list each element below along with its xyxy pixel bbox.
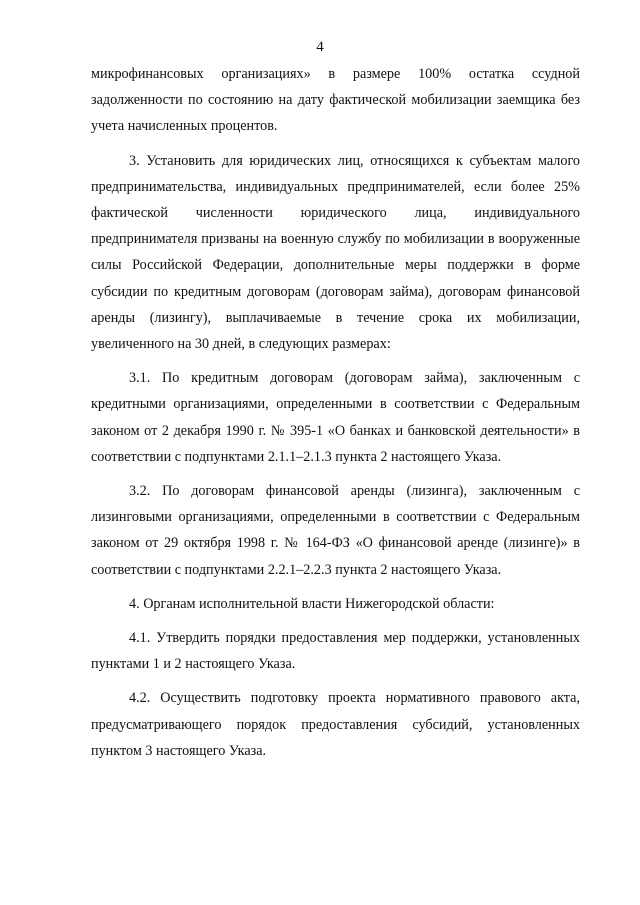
paragraph-item-4-1: 4.1. Утвердить порядки предоставления мер поддержки, установленных пунктами 1 и 2 настоящего Указа. [91,630,580,673]
document-body [91,61,580,764]
page-number: 4 [316,39,324,55]
paragraph-item-3-2: 3.2. По договорам финансовой аренды (лизинга), заключенным с лизинговыми организациями, определенными в соответствии с Федеральным законом от 29 октября 1998 г. № 164-ФЗ «О финансовой аренде (лизинге)» в соответствии с подпунктами 2.2.1–2.2.3 пункта 2 настоящего Указа. [91,483,580,578]
paragraph-item-3-1: 3.1. По кредитным договорам (договорам займа), заключенным с кредитными организациями, определенными в соответствии с Федеральным законом от 2 декабря 1990 г. № 395-1 «О банках и банковской деятельности» в соответствии с подпунктами 2.1.1–2.1.3 пункта 2 настоящего Указа. [91,370,580,465]
paragraph-continuation: микрофинансовых организациях» в размере 100% остатка ссудной задолженности по состоянию на дату фактической мобилизации заемщика без учета начисленных процентов. [91,66,580,135]
paragraph-item-3: 3. Установить для юридических лиц, относящихся к субъектам малого предпринимательства, индивидуальных предпринимателей, если более 25% фактической численности юридического лица, индивидуального предпринимателя призваны на военную службу по мобилизации в вооруженные силы Российской Федерации, дополнительные меры поддержки в форме субсидии по кредитным договорам (договорам займа), договорам финансовой аренды (лизингу), выплачиваемые в течение срока их мобилизации, увеличенного на 30 дней, в следующих размерах: [91,152,580,353]
paragraph-item-4-2: 4.2. Осуществить подготовку проекта нормативного правового акта, предусматривающего порядок предоставления субсидий, установленных пунктом 3 настоящего Указа. [91,690,580,759]
paragraph-item-4: 4. Органам исполнительной власти Нижегородской области: [129,595,495,612]
